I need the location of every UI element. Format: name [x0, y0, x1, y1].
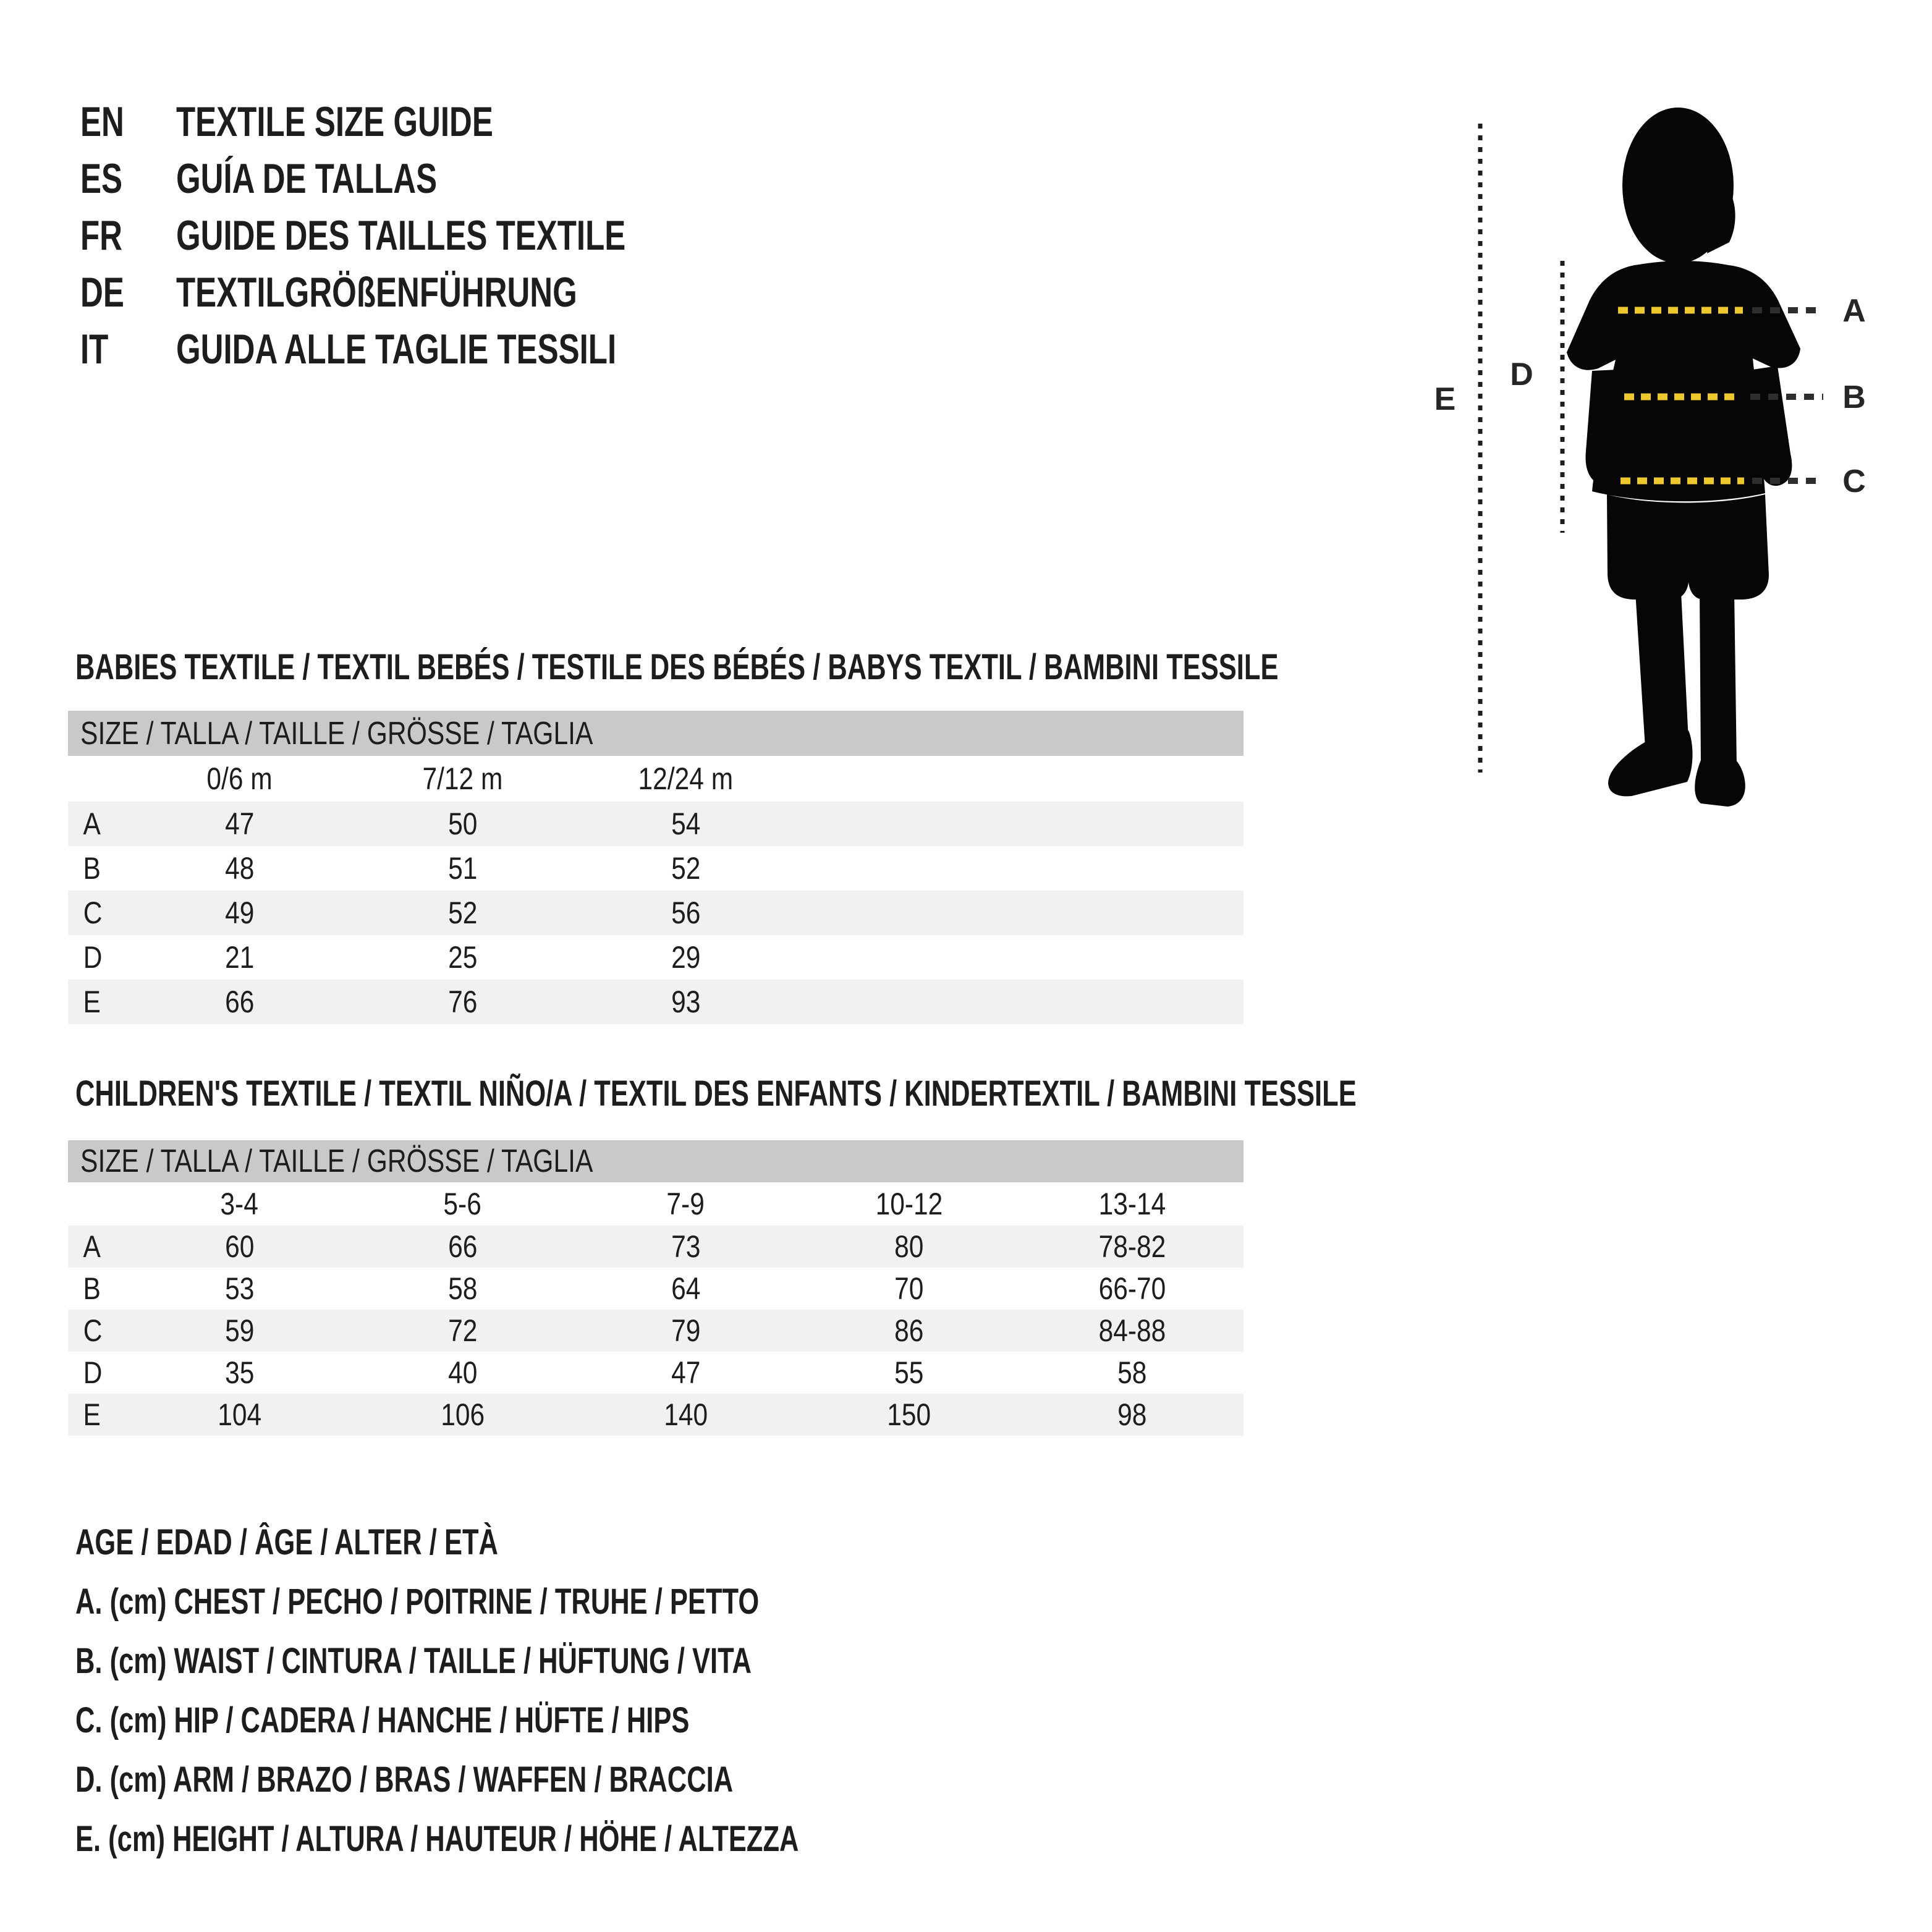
row-label [68, 1229, 128, 1265]
children-section-title [75, 1076, 1784, 1112]
column-header [574, 761, 797, 797]
children-size-table [68, 1140, 1244, 1436]
row-label [68, 939, 128, 975]
table-cell [1020, 1271, 1244, 1307]
lang-code-text: IT [80, 326, 109, 373]
lang-code [80, 98, 176, 146]
table-cell [128, 850, 351, 886]
cell-value: 21 [224, 940, 255, 975]
row-label-text: B [83, 851, 101, 886]
cell-value: 72 [447, 1313, 478, 1348]
table-cell [1020, 1397, 1244, 1433]
cell-value: 47 [224, 807, 255, 841]
table-cell [128, 1229, 351, 1265]
table-row [68, 802, 1244, 846]
column-header [797, 1186, 1020, 1222]
column-header [351, 761, 574, 797]
child-silhouette [1567, 108, 1800, 807]
lang-code-text: DE [80, 269, 124, 316]
table-cell [574, 1313, 797, 1349]
table-cell [1020, 1313, 1244, 1349]
legend-line-chest [75, 1572, 1040, 1631]
column-header-text: 7-9 [666, 1187, 705, 1221]
table-cell [574, 1397, 797, 1433]
lang-code-text: EN [80, 98, 124, 145]
cell-value: 93 [671, 985, 701, 1019]
table-row [68, 1310, 1244, 1352]
language-title-list [80, 93, 776, 378]
babies-section-title-text: BABIES TEXTILE / TEXTIL BEBÉS / TESTILE DES BÉBÉS / BABYS TEXTIL / BAMBINI TESSILE [75, 647, 1279, 687]
cell-value: 76 [447, 985, 478, 1019]
children-section-title-text: CHILDREN'S TEXTILE / TEXTIL NIÑO/A / TEXTIL DES ENFANTS / KINDERTEXTIL / BAMBINI TESSILE [75, 1074, 1357, 1114]
cell-value: 29 [671, 940, 701, 975]
row-label-text: D [83, 940, 103, 975]
legend-text: B. (cm) WAIST / CINTURA / TAILLE / HÜFTUNG / VITA [75, 1640, 752, 1681]
cell-value: 104 [218, 1397, 261, 1432]
legend-text: D. (cm) ARM / BRAZO / BRAS / WAFFEN / BRACCIA [75, 1759, 734, 1800]
table-cell [574, 984, 797, 1020]
row-label-text: E [83, 1397, 101, 1432]
cell-value: 60 [224, 1229, 255, 1264]
table-row [68, 891, 1244, 935]
table-cell [351, 1397, 574, 1433]
row-label-text: A [83, 807, 101, 841]
table-cell [574, 850, 797, 886]
lang-code-text: FR [80, 212, 122, 259]
legend-text: E. (cm) HEIGHT / ALTURA / HAUTEUR / HÖHE / ALTEZZA [75, 1818, 799, 1859]
table-row [68, 935, 1244, 980]
cell-value: 51 [447, 851, 478, 886]
table-cell [797, 1355, 1020, 1391]
row-label-text: B [83, 1271, 101, 1306]
cell-value: 25 [447, 940, 478, 975]
legend-text: AGE / EDAD / ÂGE / ALTER / ETÀ [75, 1522, 498, 1562]
legend-line-age [75, 1512, 1040, 1572]
table-cell [351, 1271, 574, 1307]
cell-value: 54 [671, 807, 701, 841]
lang-title [176, 155, 524, 203]
cell-value: 98 [1117, 1397, 1147, 1432]
legend-line-height [75, 1809, 1040, 1868]
lang-row-it [80, 321, 776, 378]
row-label [68, 895, 128, 931]
size-header-text: SIZE / TALLA / TAILLE / GRÖSSE / TAGLIA [80, 1143, 593, 1179]
column-header-text: 10-12 [875, 1187, 943, 1221]
table-cell [574, 939, 797, 975]
cell-value: 84-88 [1098, 1313, 1166, 1348]
table-cell [797, 1313, 1020, 1349]
column-header-text: 3-4 [220, 1187, 259, 1221]
row-label-text: C [83, 896, 103, 930]
cell-value: 35 [224, 1355, 255, 1390]
babies-size-table [68, 711, 1244, 1024]
column-header-text: 12/24 m [638, 761, 734, 796]
table-cell [128, 1355, 351, 1391]
table-cell [351, 895, 574, 931]
table-cell [351, 850, 574, 886]
lang-code-text: ES [80, 155, 123, 202]
row-label-text: D [83, 1355, 103, 1390]
row-label [68, 806, 128, 842]
column-header-text: 7/12 m [422, 761, 503, 796]
measurement-legend [75, 1512, 1040, 1868]
lang-title-text: TEXTILE SIZE GUIDE [176, 98, 493, 145]
column-header [574, 1186, 797, 1222]
label-c: C [1842, 464, 1866, 499]
cell-value: 55 [894, 1355, 924, 1390]
table-cell [128, 895, 351, 931]
lang-title-text: GUÍA DE TALLAS [176, 155, 438, 202]
cell-value: 49 [224, 896, 255, 930]
lang-row-en [80, 93, 776, 150]
row-label [68, 984, 128, 1020]
lang-row-es [80, 150, 776, 207]
size-header-bar [68, 711, 1244, 756]
table-cell [351, 1229, 574, 1265]
table-cell [574, 806, 797, 842]
column-header-row [68, 756, 1244, 802]
cell-value: 73 [671, 1229, 701, 1264]
table-cell [351, 939, 574, 975]
cell-value: 70 [894, 1271, 924, 1306]
cell-value: 79 [671, 1313, 701, 1348]
table-cell [574, 895, 797, 931]
row-label [68, 1397, 128, 1433]
legend-line-hip [75, 1690, 1040, 1750]
legend-line-waist [75, 1631, 1040, 1690]
lang-code [80, 155, 176, 203]
table-cell [128, 806, 351, 842]
cell-value: 52 [671, 851, 701, 886]
table-cell [128, 1271, 351, 1307]
table-row [68, 1394, 1244, 1436]
cell-value: 66 [224, 985, 255, 1019]
table-row [68, 1226, 1244, 1268]
cell-value: 56 [671, 896, 701, 930]
table-row [68, 980, 1244, 1024]
lang-code [80, 211, 176, 260]
column-header [1020, 1186, 1244, 1222]
table-cell [351, 1313, 574, 1349]
label-d: D [1510, 357, 1533, 392]
cell-value: 106 [441, 1397, 485, 1432]
cell-value: 64 [671, 1271, 701, 1306]
cell-value: 47 [671, 1355, 701, 1390]
left-shoe [1608, 729, 1692, 796]
lang-code [80, 325, 176, 373]
table-cell [797, 1271, 1020, 1307]
cell-value: 53 [224, 1271, 255, 1306]
table-cell [1020, 1355, 1244, 1391]
lang-title [176, 325, 763, 373]
lang-title-text: GUIDA ALLE TAGLIE TESSILI [176, 326, 617, 373]
column-header-text: 5-6 [443, 1187, 482, 1221]
cell-value: 66 [447, 1229, 478, 1264]
row-label [68, 1313, 128, 1349]
table-row [68, 1268, 1244, 1310]
shorts [1607, 494, 1769, 600]
column-header [128, 1186, 351, 1222]
table-cell [574, 1229, 797, 1265]
cell-value: 52 [447, 896, 478, 930]
cell-value: 150 [887, 1397, 931, 1432]
table-row [68, 1352, 1244, 1394]
legend-text: A. (cm) CHEST / PECHO / POITRINE / TRUHE / PETTO [75, 1581, 760, 1622]
size-header-bar [68, 1140, 1244, 1182]
child-silhouette-diagram [1421, 62, 1932, 828]
label-b: B [1842, 379, 1866, 415]
lang-title-text: GUIDE DES TAILLES TEXTILE [176, 212, 626, 259]
table-cell [128, 1397, 351, 1433]
table-cell [351, 806, 574, 842]
cell-value: 48 [224, 851, 255, 886]
table-cell [351, 984, 574, 1020]
label-a: A [1842, 293, 1866, 329]
table-cell [1020, 1229, 1244, 1265]
row-label-text: E [83, 985, 101, 1019]
legend-text: C. (cm) HIP / CADERA / HANCHE / HÜFTE / HIPS [75, 1700, 690, 1740]
cell-value: 86 [894, 1313, 924, 1348]
column-header [128, 761, 351, 797]
cell-value: 80 [894, 1229, 924, 1264]
size-header-text: SIZE / TALLA / TAILLE / GRÖSSE / TAGLIA [80, 715, 593, 752]
cell-value: 58 [447, 1271, 478, 1306]
table-cell [574, 1271, 797, 1307]
table-row [68, 846, 1244, 891]
legend-line-arm [75, 1750, 1040, 1809]
label-e: E [1434, 381, 1456, 417]
lang-title [176, 268, 711, 316]
table-cell [351, 1355, 574, 1391]
cell-value: 58 [1117, 1355, 1147, 1390]
row-label [68, 1355, 128, 1391]
column-header-row [68, 1182, 1244, 1226]
row-label-text: C [83, 1313, 103, 1348]
row-label [68, 1271, 128, 1307]
lang-code [80, 268, 176, 316]
table-cell [128, 984, 351, 1020]
cell-value: 50 [447, 807, 478, 841]
column-header-text: 0/6 m [206, 761, 273, 796]
cell-value: 40 [447, 1355, 478, 1390]
table-cell [128, 939, 351, 975]
cell-value: 140 [664, 1397, 708, 1432]
table-cell [797, 1397, 1020, 1433]
cell-value: 66-70 [1098, 1271, 1166, 1306]
cell-value: 78-82 [1098, 1229, 1166, 1264]
lang-title [176, 98, 599, 146]
table-cell [574, 1355, 797, 1391]
cell-value: 59 [224, 1313, 255, 1348]
column-header-text: 13-14 [1098, 1187, 1166, 1221]
lang-row-fr [80, 207, 776, 264]
left-arm [1586, 370, 1622, 486]
row-label [68, 850, 128, 886]
babies-section-title [75, 647, 1679, 687]
lang-title-text: TEXTILGRÖßENFÜHRUNG [176, 269, 577, 316]
lang-row-de [80, 264, 776, 321]
right-leg [1700, 592, 1737, 766]
table-cell [128, 1313, 351, 1349]
row-label-text: A [83, 1229, 101, 1264]
table-cell [797, 1229, 1020, 1265]
lang-title [176, 211, 776, 260]
column-header [351, 1186, 574, 1222]
